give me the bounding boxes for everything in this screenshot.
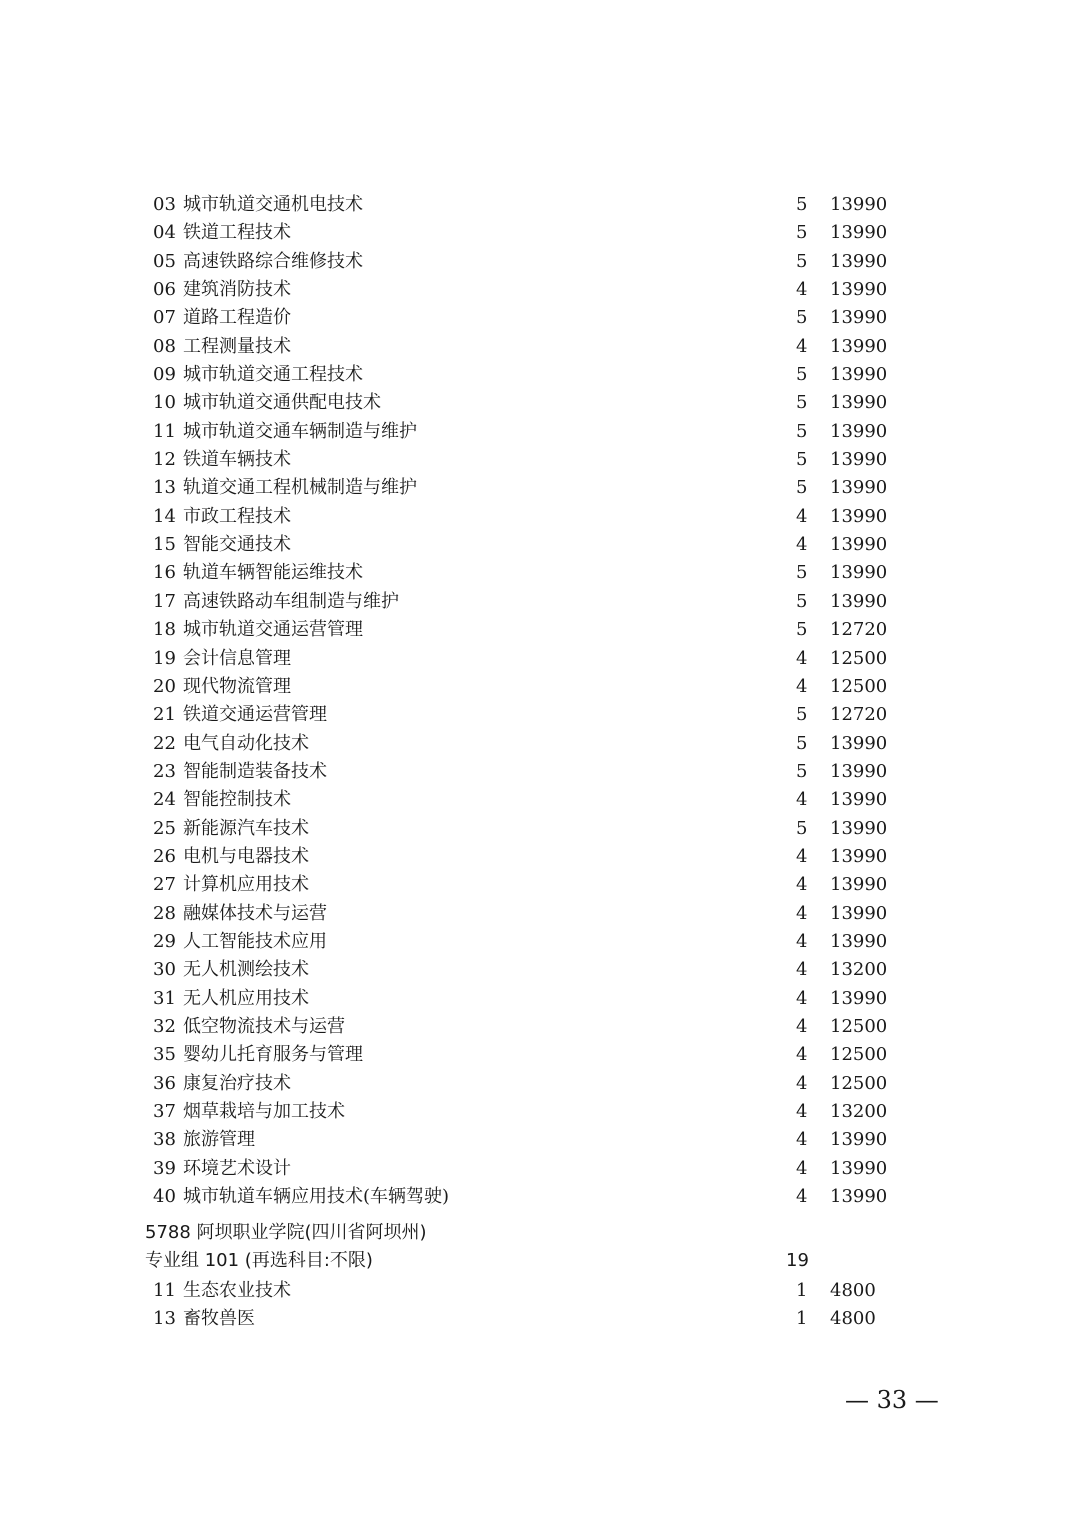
program-row: [0, 558, 1080, 586]
program-name: 轨道交通工程机械制造与维护: [183, 477, 417, 499]
program-row: [0, 360, 1080, 388]
program-fee: 13990: [830, 279, 888, 301]
program-fee: 13990: [830, 1157, 888, 1179]
program-name: 电气自动化技术: [183, 732, 309, 754]
program-row: [0, 1276, 1080, 1304]
program-count: 4: [796, 1129, 808, 1151]
program-row: [0, 700, 1080, 728]
program-code: 17: [153, 590, 176, 612]
program-code: 13: [153, 477, 176, 499]
program-fee: 4800: [830, 1308, 876, 1330]
program-name: 城市轨道交通车辆制造与维护: [183, 420, 417, 442]
program-fee: 13990: [830, 505, 888, 527]
program-count: 5: [796, 562, 808, 584]
program-count: 5: [796, 392, 808, 414]
program-code: 23: [153, 760, 176, 782]
program-row: [0, 190, 1080, 218]
program-fee: 13990: [830, 420, 888, 442]
program-row: [0, 927, 1080, 955]
program-name: 无人机测绘技术: [183, 959, 309, 981]
program-count: 1: [796, 1308, 808, 1330]
program-fee: 12500: [830, 1044, 888, 1066]
program-row: [0, 842, 1080, 870]
program-code: 40: [153, 1186, 176, 1208]
program-row: [0, 644, 1080, 672]
program-name: 高速铁路动车组制造与维护: [183, 590, 399, 612]
program-row: [0, 1154, 1080, 1182]
program-row: [0, 417, 1080, 445]
program-code: 29: [153, 930, 176, 952]
program-code: 27: [153, 874, 176, 896]
program-fee: 4800: [830, 1280, 876, 1301]
program-row: [0, 332, 1080, 360]
program-count: 4: [796, 959, 808, 981]
program-count: 4: [796, 987, 808, 1009]
program-count: 4: [796, 505, 808, 527]
program-row: [0, 303, 1080, 331]
program-fee: 13990: [830, 1129, 888, 1151]
program-fee: 13990: [830, 222, 888, 244]
program-code: 18: [153, 619, 176, 641]
program-code: 04: [153, 222, 176, 244]
program-name: 智能交通技术: [183, 534, 291, 556]
program-count: 4: [796, 845, 808, 867]
program-count: 4: [796, 1186, 808, 1208]
program-fee: 13990: [830, 562, 888, 584]
group-label: 专业组 101 (再选科目:不限): [145, 1250, 373, 1271]
program-fee: 13990: [830, 789, 888, 811]
program-count: 5: [796, 364, 808, 386]
program-fee: 12500: [830, 1015, 888, 1037]
program-row: [0, 729, 1080, 757]
program-row: [0, 1125, 1080, 1153]
program-name: 计算机应用技术: [183, 874, 309, 896]
program-row: [0, 1182, 1080, 1210]
program-row: [0, 388, 1080, 416]
program-fee: 13990: [830, 845, 888, 867]
program-fee: 13990: [830, 250, 888, 272]
program-row: [0, 1040, 1080, 1068]
program-count: 4: [796, 874, 808, 896]
program-fee: 12500: [830, 647, 888, 669]
program-fee: 12720: [830, 704, 888, 726]
program-name: 旅游管理: [183, 1129, 255, 1151]
program-code: 12: [153, 449, 176, 471]
program-name: 人工智能技术应用: [183, 930, 327, 952]
program-fee: 13200: [830, 959, 888, 981]
program-name: 铁道工程技术: [183, 222, 291, 244]
program-count: 4: [796, 1157, 808, 1179]
program-count: 4: [796, 789, 808, 811]
program-name: 环境艺术设计: [183, 1157, 291, 1179]
program-row: [0, 247, 1080, 275]
program-code: 30: [153, 959, 176, 981]
program-code: 03: [153, 194, 176, 215]
program-code: 11: [153, 1280, 176, 1301]
program-name: 电机与电器技术: [183, 845, 309, 867]
group-program-list: [0, 1276, 1080, 1333]
program-name: 智能控制技术: [183, 789, 291, 811]
program-code: 31: [153, 987, 176, 1009]
program-name: 新能源汽车技术: [183, 817, 309, 839]
program-count: 4: [796, 1072, 808, 1094]
program-list: [0, 190, 1080, 1210]
program-fee: 12720: [830, 619, 888, 641]
program-fee: 13990: [830, 930, 888, 952]
program-row: [0, 275, 1080, 303]
program-name: 城市轨道交通运营管理: [183, 619, 363, 641]
program-name: 铁道车辆技术: [183, 449, 291, 471]
program-name: 城市轨道车辆应用技术(车辆驾驶): [183, 1186, 450, 1208]
program-count: 4: [796, 1015, 808, 1037]
program-count: 4: [796, 675, 808, 697]
program-code: 20: [153, 675, 176, 697]
program-name: 高速铁路综合维修技术: [183, 250, 363, 272]
program-count: 5: [796, 449, 808, 471]
program-code: 10: [153, 392, 176, 414]
program-count: 5: [796, 704, 808, 726]
program-fee: 13990: [830, 590, 888, 612]
group-heading-row: [0, 1249, 1080, 1277]
program-row: [0, 1069, 1080, 1097]
program-count: 5: [796, 250, 808, 272]
program-count: 4: [796, 534, 808, 556]
program-fee: 13990: [830, 392, 888, 414]
program-code: 26: [153, 845, 176, 867]
program-fee: 12500: [830, 675, 888, 697]
program-code: 39: [153, 1157, 176, 1179]
program-row: [0, 955, 1080, 983]
program-row: [0, 615, 1080, 643]
program-fee: 13990: [830, 307, 888, 329]
program-fee: 13990: [830, 732, 888, 754]
program-name: 铁道交通运营管理: [183, 704, 327, 726]
program-code: 11: [153, 420, 176, 442]
program-count: 4: [796, 647, 808, 669]
program-name: 无人机应用技术: [183, 987, 309, 1009]
program-row: [0, 1304, 1080, 1332]
program-code: 16: [153, 562, 176, 584]
program-code: 25: [153, 817, 176, 839]
program-count: 5: [796, 420, 808, 442]
program-fee: 13990: [830, 449, 888, 471]
school-heading: 5788 阿坝职业学院(四川省阿坝州): [145, 1222, 427, 1243]
program-name: 低空物流技术与运营: [183, 1015, 345, 1037]
program-code: 06: [153, 279, 176, 301]
program-row: [0, 814, 1080, 842]
program-name: 城市轨道交通供配电技术: [183, 392, 381, 414]
program-fee: 13200: [830, 1101, 888, 1122]
program-name: 工程测量技术: [183, 335, 291, 357]
program-name: 现代物流管理: [183, 675, 291, 697]
program-row: [0, 502, 1080, 530]
program-code: 38: [153, 1129, 176, 1151]
program-row: [0, 785, 1080, 813]
program-code: 21: [153, 704, 176, 726]
program-row: [0, 899, 1080, 927]
program-name: 生态农业技术: [183, 1280, 291, 1301]
program-fee: 13990: [830, 477, 888, 499]
program-fee: 13990: [830, 194, 888, 215]
program-name: 城市轨道交通工程技术: [183, 364, 363, 386]
program-fee: 13990: [830, 760, 888, 782]
program-name: 道路工程造价: [183, 307, 291, 329]
program-code: 07: [153, 307, 176, 329]
program-code: 09: [153, 364, 176, 386]
program-fee: 13990: [830, 987, 888, 1009]
program-name: 智能制造装备技术: [183, 760, 327, 782]
program-count: 4: [796, 930, 808, 952]
program-count: 4: [796, 335, 808, 357]
program-code: 19: [153, 647, 176, 669]
program-name: 建筑消防技术: [183, 279, 291, 301]
program-row: [0, 672, 1080, 700]
program-code: 13: [153, 1308, 176, 1330]
program-count: 5: [796, 222, 808, 244]
program-count: 4: [796, 1101, 808, 1122]
program-code: 05: [153, 250, 176, 272]
program-name: 畜牧兽医: [183, 1308, 255, 1330]
program-count: 5: [796, 619, 808, 641]
program-name: 烟草栽培与加工技术: [183, 1101, 345, 1122]
program-name: 会计信息管理: [183, 647, 291, 669]
program-name: 轨道车辆智能运维技术: [183, 562, 363, 584]
program-name: 康复治疗技术: [183, 1072, 291, 1094]
program-row: [0, 587, 1080, 615]
program-row: [0, 473, 1080, 501]
program-name: 市政工程技术: [183, 505, 291, 527]
program-count: 5: [796, 194, 808, 215]
program-fee: 13990: [830, 534, 888, 556]
program-code: 36: [153, 1072, 176, 1094]
program-code: 15: [153, 534, 176, 556]
program-name: 城市轨道交通机电技术: [183, 194, 363, 215]
program-code: 37: [153, 1101, 176, 1122]
program-count: 5: [796, 307, 808, 329]
page-number: — 33 —: [845, 1386, 939, 1414]
program-row: [0, 1097, 1080, 1125]
program-code: 35: [153, 1044, 176, 1066]
program-count: 4: [796, 279, 808, 301]
program-code: 08: [153, 335, 176, 357]
program-fee: 13990: [830, 364, 888, 386]
program-count: 4: [796, 902, 808, 924]
program-row: [0, 1012, 1080, 1040]
program-count: 1: [796, 1280, 808, 1301]
program-name: 融媒体技术与运营: [183, 902, 327, 924]
program-count: 5: [796, 477, 808, 499]
program-row: [0, 530, 1080, 558]
program-count: 5: [796, 817, 808, 839]
program-count: 4: [796, 1044, 808, 1066]
program-code: 14: [153, 505, 176, 527]
program-fee: 12500: [830, 1072, 888, 1094]
program-count: 5: [796, 590, 808, 612]
program-fee: 13990: [830, 902, 888, 924]
program-row: [0, 445, 1080, 473]
program-count: 5: [796, 732, 808, 754]
program-fee: 13990: [830, 817, 888, 839]
program-code: 28: [153, 902, 176, 924]
program-fee: 13990: [830, 335, 888, 357]
program-name: 婴幼儿托育服务与管理: [183, 1044, 363, 1066]
program-row: [0, 218, 1080, 246]
group-count: 19: [786, 1250, 809, 1271]
program-count: 5: [796, 760, 808, 782]
program-row: [0, 870, 1080, 898]
program-row: [0, 757, 1080, 785]
program-fee: 13990: [830, 874, 888, 896]
program-code: 22: [153, 732, 176, 754]
program-code: 32: [153, 1015, 176, 1037]
program-code: 24: [153, 789, 176, 811]
program-fee: 13990: [830, 1186, 888, 1208]
program-row: [0, 984, 1080, 1012]
